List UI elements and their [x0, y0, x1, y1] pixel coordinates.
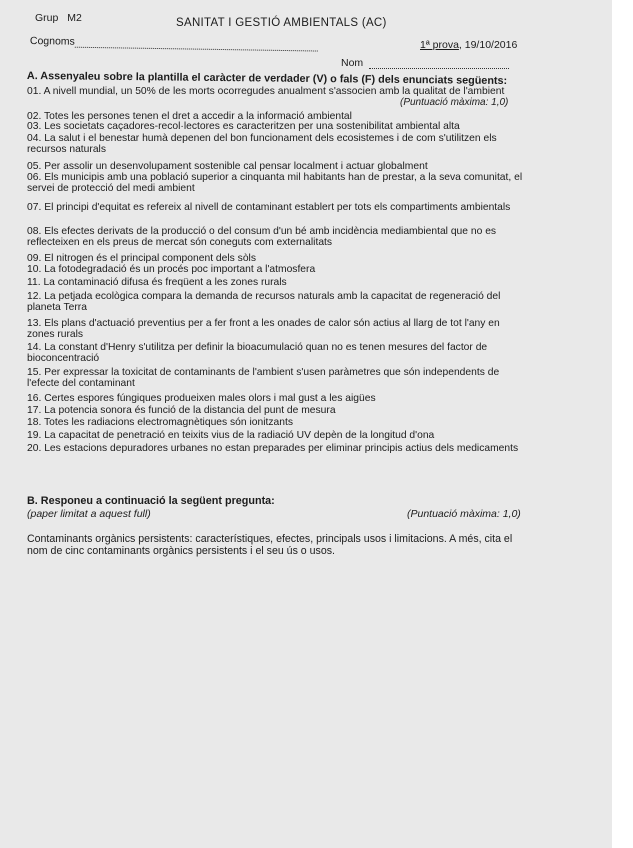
statement-text: El nitrogen és el principal component dels sòls [44, 253, 256, 264]
statement-item [27, 367, 525, 389]
statement-number: 14. [27, 342, 42, 353]
statement-item [27, 342, 525, 364]
statement-number: 18. [27, 417, 42, 428]
statement-text: Per expressar la toxicitat de contaminants de l'ambient s'usen paràmetres que són independents de l'efecte del contaminant [27, 367, 500, 389]
statement-number: 06. [27, 172, 42, 183]
statement-number: 02. [27, 111, 42, 122]
statement-number: 17. [27, 405, 42, 416]
statement-text: Els plans d'actuació preventius per a fer front a les onades de calor són actius al llarg de tot l'any en zones rurals [27, 318, 500, 340]
statement-item [27, 405, 525, 416]
statement-text: Totes les radiacions electromagnètiques són ionitzants [44, 417, 293, 428]
statement-text: La petjada ecològica compara la demanda de recursos naturals amb la capacitat de regeneració del planeta Terra [27, 291, 501, 313]
statement-item [27, 318, 525, 340]
background-edge [612, 0, 633, 848]
statement-text: El principi d'equitat es refereix al nivell de contaminant establert per tots els compartiments ambientals [44, 202, 511, 213]
name-line [341, 57, 509, 69]
statement-text: La capacitat de penetració en teixits vius de la radiació UV depèn de la longitud d'ona [44, 430, 435, 441]
statement-text: Les estacions depuradores urbanes no estan preparades per eliminar principis actius dels medicaments [44, 443, 519, 454]
statement-text: Les societats caçadores-recol·lectores es caracteritzen per una sostenibilitat ambiental alta [44, 121, 460, 132]
statement-number: 03. [27, 121, 42, 132]
statement-text: La potencia sonora és funció de la distancia del punt de mesura [44, 405, 336, 416]
statement-item [27, 161, 525, 172]
statement-number: 15. [27, 367, 42, 378]
surname-line [30, 35, 318, 52]
statement-item [27, 86, 525, 97]
exam-label: 1ª prova [420, 39, 459, 51]
section-b-paper-note: (paper limitat a aquest full) [27, 508, 151, 520]
statement-text: Totes les persones tenen el dret a accedir a la informació ambiental [44, 111, 352, 122]
statement-item [27, 277, 525, 288]
group-value: M2 [67, 12, 82, 24]
statement-number: 20. [27, 443, 42, 454]
statement-item [27, 226, 525, 248]
surname-field [75, 38, 318, 52]
statement-number: 11. [27, 277, 41, 288]
section-b-question: Contaminants orgànics persistents: característiques, efectes, principals usos i limitacions. A més, cita el nom de cinc contaminants orgànics persistents i el seu ús o usos. [27, 533, 513, 557]
statement-text: Els municipis amb una població superior a cinquanta mil habitants han de prestar, a la seva comunitat, el servei de protecció del medi ambient [27, 172, 523, 194]
statement-text: La salut i el benestar humà depenen del bon funcionament dels ecosistemes i de com s'utilitzen els recursos naturals [27, 133, 497, 155]
statement-item [27, 417, 525, 428]
exam-title: SANITAT I GESTIÓ AMBIENTALS (AC) [176, 17, 387, 29]
statement-text: La contaminació difusa és freqüent a les zones rurals [43, 277, 287, 288]
statement-text: La fotodegradació és un procés poc important a l'atmosfera [44, 264, 316, 275]
name-field [369, 59, 509, 69]
statement-item [27, 133, 525, 155]
section-a-score: (Puntuació màxima: 1,0) [400, 97, 509, 108]
statement-text: Certes espores fúngiques produeixen males olors i mal gust a les aigües [44, 393, 376, 404]
statement-text: La constant d'Henry s'utilitza per definir la bioacumulació quan no es tenen mesures del factor de bioconcentració [27, 342, 488, 364]
statement-number: 12. [27, 291, 42, 302]
statement-item [27, 202, 525, 213]
statement-item [27, 172, 525, 194]
statement-number: 09. [27, 253, 42, 264]
section-b-heading: B. Responeu a continuació la següent pregunta: [27, 495, 275, 507]
statement-item [27, 291, 525, 313]
statement-number: 19. [27, 430, 42, 441]
name-label: Nom [341, 57, 364, 69]
section-b-score: (Puntuació màxima: 1,0) [407, 508, 521, 520]
statement-item [27, 443, 525, 454]
group-line [35, 12, 82, 24]
statement-text: A nivell mundial, un 50% de les morts ocorregudes anualment s'associen amb la qualitat de l'ambient [43, 86, 505, 97]
statement-text: Per assolir un desenvolupament sostenible cal pensar localment i actuar globalment [44, 161, 428, 172]
statement-number: 13. [27, 318, 42, 329]
statement-item [27, 393, 525, 404]
statement-number: 01. [27, 86, 42, 97]
section-a-heading: A. Assenyaleu sobre la plantilla el caràcter de verdader (V) o fals (F) dels enunciats següents: [26, 70, 508, 88]
exam-date: , 19/10/2016 [458, 39, 518, 51]
statement-number: 10. [27, 264, 42, 275]
statement-number: 16. [27, 393, 42, 404]
statement-item [27, 121, 525, 132]
statement-number: 05. [27, 161, 42, 172]
exam-info [420, 39, 517, 51]
statement-number: 04. [27, 133, 42, 144]
statement-item [27, 430, 525, 441]
statement-number: 07. [27, 202, 42, 213]
statement-item [27, 264, 525, 275]
surname-label: Cognoms [29, 35, 75, 48]
group-label: Grup [35, 12, 59, 24]
statement-text: Els efectes derivats de la producció o del consum d'un bé amb incidència mediambiental que no es reflecteixen en els preus de mercat són coneguts com externalitats [27, 226, 497, 248]
statement-item [27, 253, 525, 264]
statement-number: 08. [27, 226, 42, 237]
